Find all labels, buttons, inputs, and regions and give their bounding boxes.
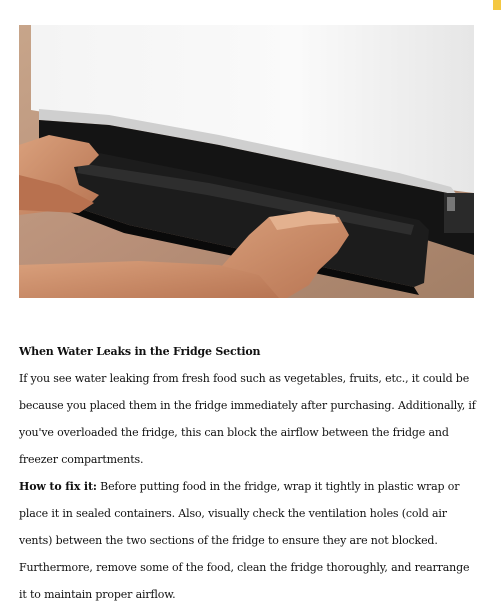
fix-paragraph bbox=[19, 473, 477, 608]
fix-label: How to fix it: bbox=[19, 480, 97, 493]
fix-text: Before putting food in the fridge, wrap it tightly in plastic wrap or place it in sealed containers. Also, visually check the ventilation holes (cold air vents) between the two sections of the fridge to ensure they are not blocked. Furthermore, remove some of the food, clean the fridge thoroughly, and rearrange it to maintain proper airflow. bbox=[19, 480, 470, 601]
fridge-drip-tray-photo bbox=[19, 25, 474, 298]
corner-accent bbox=[493, 0, 501, 10]
section-heading: When Water Leaks in the Fridge Section bbox=[19, 345, 261, 358]
article-section bbox=[19, 338, 477, 608]
cause-paragraph: If you see water leaking from fresh food such as vegetables, fruits, etc., it could be because you placed them in the fridge immediately after purchasing. Additionally, if you've overloaded the fridge, this can block the airflow between the fridge and freezer compartments. bbox=[19, 372, 476, 466]
